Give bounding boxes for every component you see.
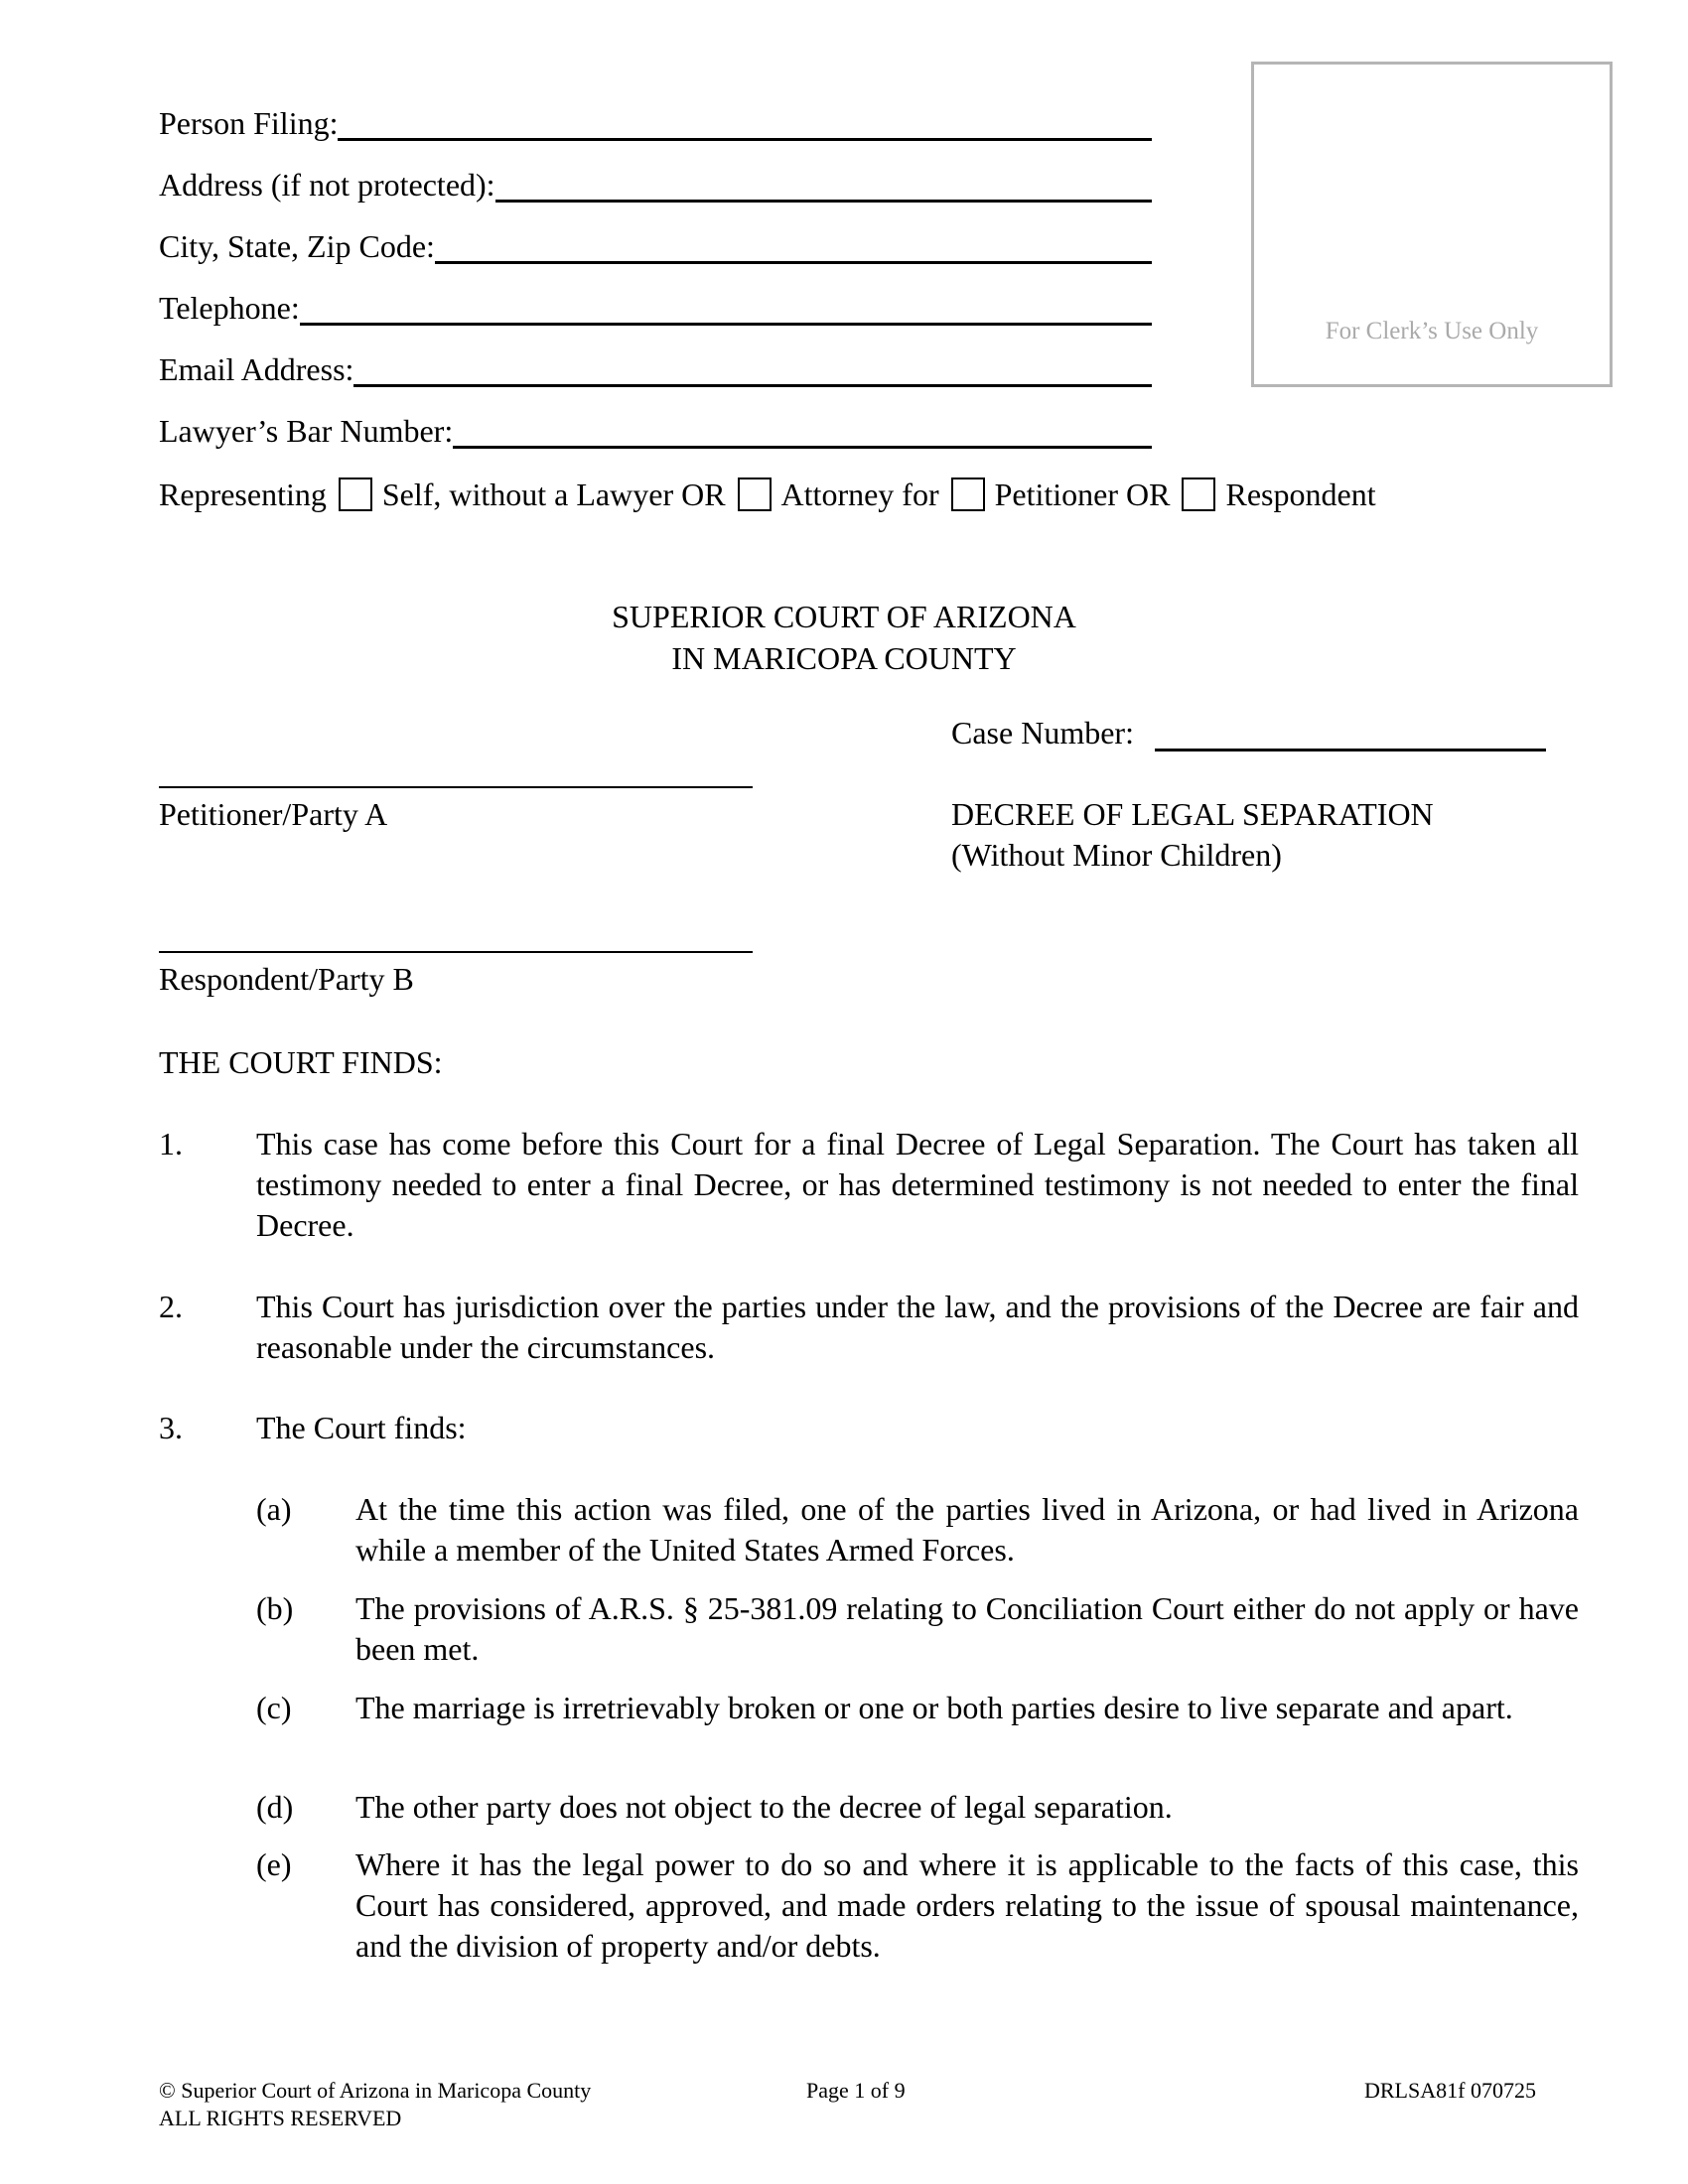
- sub-finding-label: (c): [256, 1690, 292, 1725]
- person-filing-line[interactable]: [338, 108, 1152, 141]
- clerk-use-box: [1251, 62, 1613, 387]
- email-line[interactable]: [353, 354, 1152, 387]
- address-field[interactable]: [159, 161, 1152, 205]
- sub-finding-text: The marriage is irretrievably broken or one or both parties desire to live separate and apart.: [355, 1690, 1513, 1725]
- city-state-zip-label: City, State, Zip Code:: [159, 228, 435, 264]
- footer-page-number: Page 1 of 9: [806, 2078, 906, 2103]
- sub-finding-label: (a): [256, 1491, 292, 1527]
- case-number-line[interactable]: [1155, 723, 1546, 751]
- sub-finding-text: The other party does not object to the decree of legal separation.: [355, 1789, 1173, 1825]
- attorney-option-label: Attorney for: [780, 476, 939, 512]
- finding-text: This case has come before this Court for a final Decree of Legal Separation. The Court has taken all testimony needed to enter a final Decree, or has determined testimony is not needed to enter the final Decree.: [256, 1126, 1579, 1243]
- document-title-line1: DECREE OF LEGAL SEPARATION: [951, 796, 1434, 832]
- court-name-line2: IN MARICOPA COUNTY: [671, 640, 1017, 676]
- respondent-name-line[interactable]: [159, 929, 753, 953]
- finding-text: The Court finds:: [256, 1410, 467, 1445]
- telephone-label: Telephone:: [159, 290, 300, 326]
- sub-finding-label: (b): [256, 1590, 294, 1626]
- respondent-checkbox[interactable]: [1182, 478, 1215, 511]
- self-checkbox[interactable]: [339, 478, 372, 511]
- finding-number: 2.: [159, 1289, 183, 1324]
- court-name-line1: SUPERIOR COURT OF ARIZONA: [612, 599, 1076, 634]
- finding-number: 3.: [159, 1410, 183, 1445]
- person-filing-label: Person Filing:: [159, 105, 339, 141]
- petitioner-name-line[interactable]: [159, 764, 753, 788]
- footer-copyright: © Superior Court of Arizona in Maricopa County: [159, 2078, 592, 2103]
- sub-finding-text: Where it has the legal power to do so and where it is applicable to the facts of this case, this Court has considered, approved, and made orders relating to the issue of spousal maintenance, and the division of property and/or debts.: [355, 1846, 1579, 1964]
- address-line[interactable]: [495, 170, 1152, 203]
- sub-finding-text: At the time this action was filed, one of the parties lived in Arizona, or had lived in Arizona while a member of the United States Armed Forces.: [355, 1491, 1579, 1568]
- telephone-line[interactable]: [300, 293, 1152, 326]
- petitioner-label: Petitioner/Party A: [159, 796, 388, 832]
- telephone-field[interactable]: [159, 284, 1152, 328]
- respondent-option-label: Respondent: [1225, 476, 1376, 512]
- city-state-zip-line[interactable]: [435, 231, 1152, 264]
- case-number-label: Case Number:: [951, 715, 1134, 751]
- city-state-zip-field[interactable]: [159, 222, 1152, 266]
- footer-rights: ALL RIGHTS RESERVED: [159, 2106, 402, 2130]
- email-label: Email Address:: [159, 351, 354, 387]
- petitioner-option-label: Petitioner OR: [994, 476, 1171, 512]
- bar-number-label: Lawyer’s Bar Number:: [159, 413, 454, 449]
- sub-finding-text: The provisions of A.R.S. § 25-381.09 relating to Conciliation Court either do not apply or have been met.: [355, 1590, 1579, 1667]
- finding-text: This Court has jurisdiction over the parties under the law, and the provisions of the Decree are fair and reasonable under the circumstances.: [256, 1289, 1579, 1365]
- sub-finding-label: (d): [256, 1789, 294, 1825]
- bar-number-field[interactable]: [159, 407, 1152, 451]
- representing-label: Representing: [159, 476, 327, 512]
- bar-number-line[interactable]: [453, 416, 1152, 449]
- sub-finding-label: (e): [256, 1846, 292, 1882]
- self-option-label: Self, without a Lawyer OR: [381, 476, 726, 512]
- person-filing-field[interactable]: [159, 99, 1152, 143]
- document-title-line2: (Without Minor Children): [951, 837, 1282, 873]
- address-label: Address (if not protected):: [159, 167, 495, 203]
- email-field[interactable]: [159, 345, 1152, 389]
- finding-number: 1.: [159, 1126, 183, 1161]
- representing-row: [159, 473, 1376, 516]
- attorney-checkbox[interactable]: [738, 478, 772, 511]
- footer-form-code: DRLSA81f 070725: [1364, 2078, 1536, 2103]
- respondent-label: Respondent/Party B: [159, 961, 414, 997]
- petitioner-checkbox[interactable]: [951, 478, 985, 511]
- clerk-use-label: For Clerk’s Use Only: [1325, 318, 1539, 344]
- findings-heading: THE COURT FINDS:: [159, 1044, 443, 1080]
